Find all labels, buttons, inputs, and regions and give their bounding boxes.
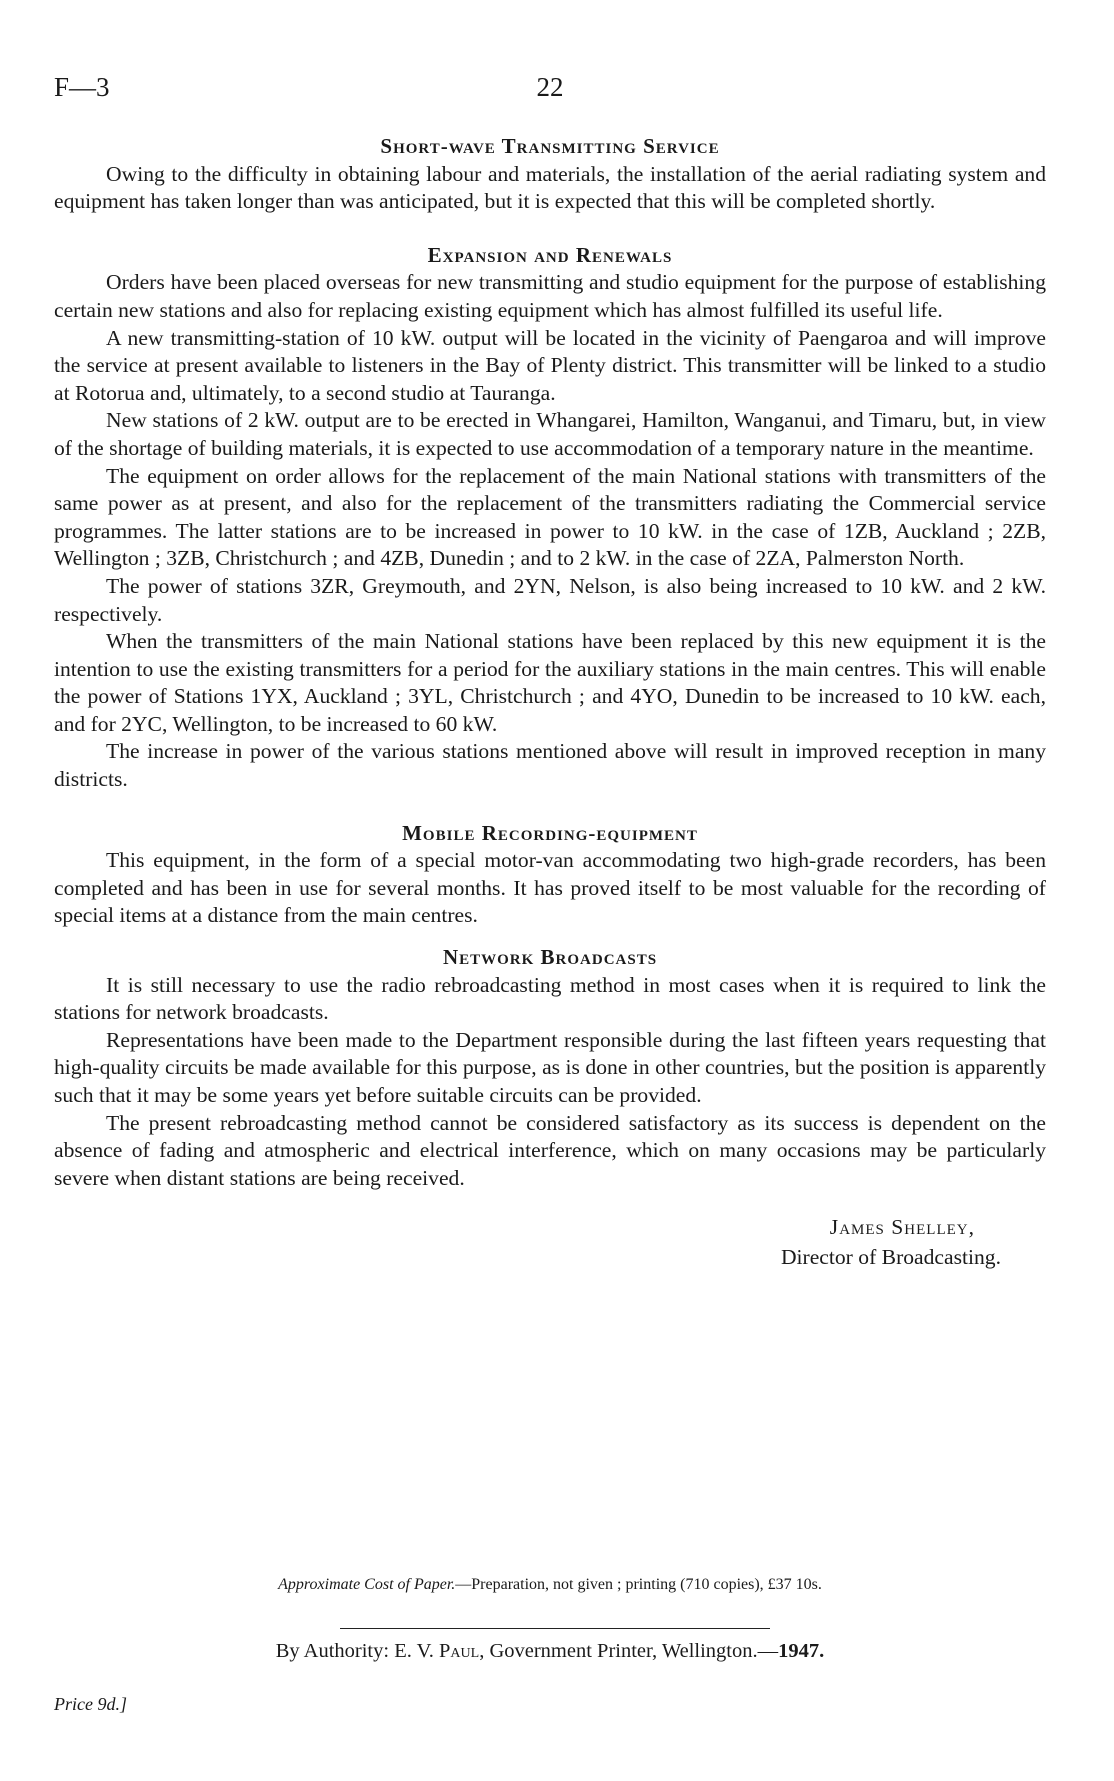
authority-suffix: , Government Printer, Wellington.—: [479, 1640, 779, 1662]
document-id: F—3: [54, 72, 110, 102]
section-title-expansion: Expansion and Renewals: [427, 242, 673, 267]
paragraph: Owing to the difficulty in obtaining labour and materials, the installation of the aerial radiating system and equipment has taken longer than was anticipated, but it is expected that this will be completed shortly.: [54, 161, 1046, 214]
paragraph: The present rebroadcasting method cannot be considered satisfactory as its success is dependent on the absence of fading and atmospheric and electrical interference, which on many occasions may be particularly severe when distant stations are being received.: [54, 1110, 1046, 1190]
paragraph: When the transmitters of the main National stations have been replaced by this new equipment it is the intention to use the existing transmitters for a period for the auxiliary stations in the main centres. This will enable the power of Stations 1YX, Auckland ; 3YL, Christchurch ; and 4YO, Dunedin to be increased to 10 kW. each, and for 2YC, Wellington, to be increased to 60 kW.: [54, 629, 1046, 736]
footer-divider: [340, 1628, 770, 1629]
paragraph: Orders have been placed overseas for new transmitting and studio equipment for the purpose of establishing certain new stations and also for replacing existing equipment which has almost fulfilled its useful life.: [54, 270, 1046, 322]
page-body: [54, 133, 1046, 1272]
signature-block: [54, 1212, 1046, 1272]
section-title-mobile: Mobile Recording-equipment: [402, 820, 698, 845]
printer-imprint: [54, 1640, 1046, 1663]
section-title-short-wave: Short-wave Transmitting Service: [380, 134, 720, 158]
cost-label: Approximate Cost of Paper.: [278, 1576, 456, 1593]
signatory-title: Director of Broadcasting.: [780, 1245, 1001, 1270]
section-title-network: Network Broadcasts: [442, 945, 658, 970]
paragraph: The power of stations 3ZR, Greymouth, and 2YN, Nelson, is also being increased to 10 kW. and 2 kW. respectively.: [54, 573, 1046, 626]
paragraph: New stations of 2 kW. output are to be erected in Whangarei, Hamilton, Wanganui, and Timaru, but, in view of the shortage of building materials, it is expected to use accommodation of a temporary nature in the meantime.: [54, 408, 1046, 460]
printer-name: Paul: [439, 1640, 480, 1662]
paragraph: The increase in power of the various stations mentioned above will result in improved reception in many districts.: [54, 739, 1046, 792]
paragraph: Representations have been made to the Department responsible during the last fifteen years requesting that high-quality circuits be made available for this purpose, as is done in other countries, but the position is apparently such that it may be some years yet before suitable circuits can be provided.: [54, 1027, 1046, 1107]
cost-text: —Preparation, not given ; printing (710 copies), £37 10s.: [455, 1576, 822, 1593]
paragraph: It is still necessary to use the radio rebroadcasting method in most cases when it is required to link the stations for network broadcasts.: [54, 972, 1046, 1025]
paragraph: The equipment on order allows for the replacement of the main National stations with transmitters of the same power as at present, and also for the replacement of the transmitters radiating the Commercial service programmes. The latter stations are to be increased in power to 10 kW. in the case of 1ZB, Auckland ; 2ZB, Wellington ; 3ZB, Christchurch ; and 4ZB, Dunedin ; and to 2 kW. in the case of 2ZA, Palmerston North.: [54, 463, 1046, 571]
cost-of-paper-note: [54, 1576, 1046, 1594]
authority-prefix: By Authority: E. V.: [275, 1640, 440, 1662]
paragraph: This equipment, in the form of a special motor-van accommodating two high-grade recorders, has been completed and has been in use for several months. It has proved itself to be most valuable for the recording of special items at a distance from the main centres.: [54, 848, 1046, 928]
page-number: 22: [536, 72, 564, 102]
paragraph: A new transmitting-station of 10 kW. output will be located in the vicinity of Paengaroa and will improve the service at present available to listeners in the Bay of Plenty district. This transmitter will be linked to a studio at Rotorua and, ultimately, to a second studio at Tauranga.: [54, 325, 1046, 405]
signatory-name: James Shelley,: [829, 1215, 975, 1240]
price-label: Price 9d.]: [54, 1694, 127, 1714]
page-header: [54, 72, 1046, 112]
imprint-year: 1947.: [778, 1640, 825, 1662]
